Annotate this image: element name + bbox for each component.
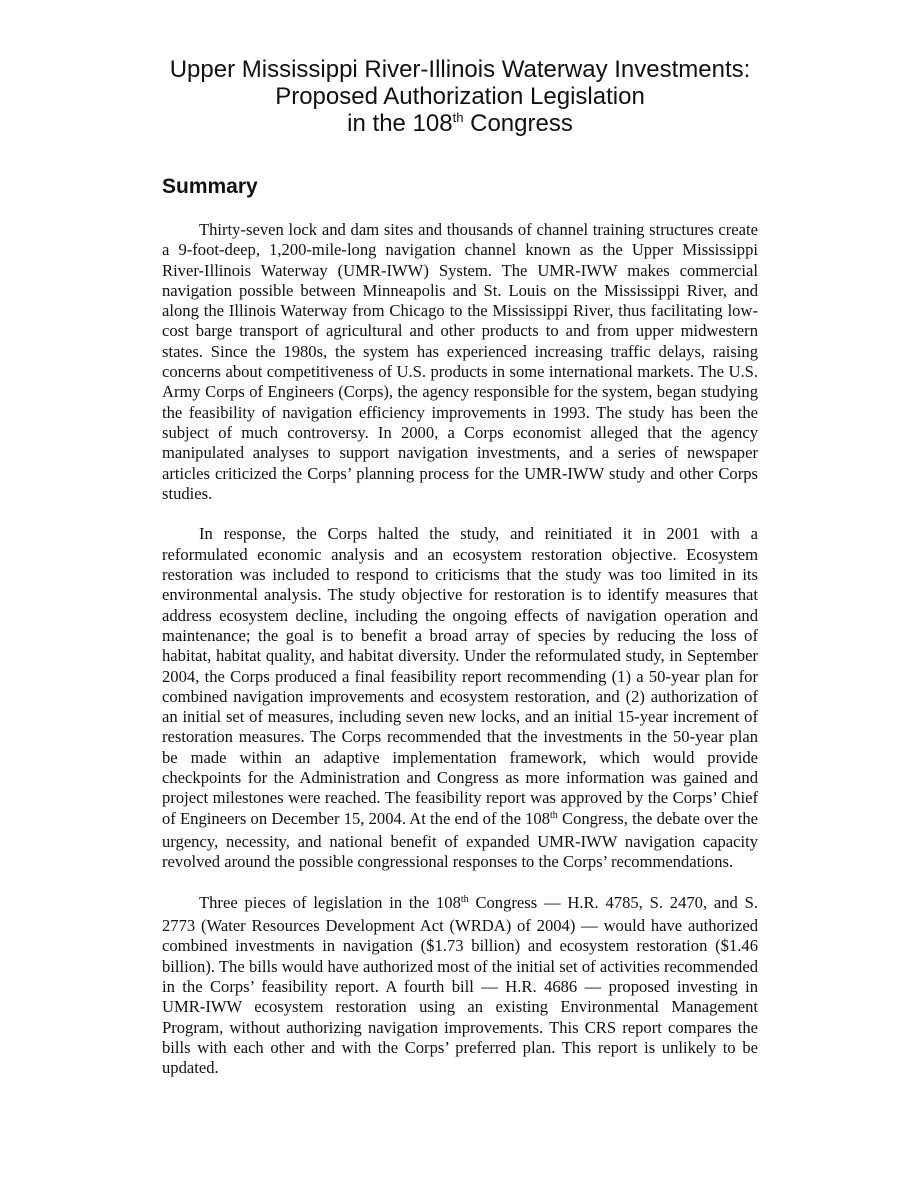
title-ordinal-suffix: th (452, 110, 464, 125)
paragraph-2-ordinal-suffix: th (550, 809, 558, 821)
title-line-3 (120, 110, 800, 140)
paragraph-3-ordinal-suffix: th (460, 893, 469, 905)
summary-paragraph-3 (162, 893, 758, 1079)
title-line-1: Upper Mississippi River-Illinois Waterway Investments: (169, 56, 751, 83)
paragraph-2-text: In response, the Corps halted the study, and reinitiated it in 2001 with a reformulated economic analysis and an ecosystem restoration objective. Ecosystem restoration was included to respond to criticisms that the study was too limited in its environmental analysis. The study objective for restoration is to identify measures that address ecosystem decline, including the ongoing effects of navigation operation and maintenance; the goal is to benefit a broad array of species by reducing the loss of habitat, habitat quality, and habitat diversity. Under the reformulated study, in September 2004, the Corps produced a final feasibility report recommending (1) a 50-year plan for combined navigation improvements and ecosystem restoration, and (2) authorization of an initial set of measures, including seven new locks, and an initial 15-year increment of restoration measures. The Corps recommended that the investments in the 50-year plan be made within an adaptive implementation framework, which would provide checkpoints for the Administration and Congress as more information was gained and project milestones were reached. The feasibility report was approved by the Corps’ Chief of Engineers on December 15, 2004. At the end of the 108 (162, 524, 758, 828)
title-line-3-text: in the 108 (347, 110, 453, 137)
summary-body (162, 220, 758, 1099)
summary-paragraph-2 (162, 524, 758, 872)
title-line-3-end: Congress (463, 110, 573, 137)
title-line-2: Proposed Authorization Legislation (275, 83, 645, 110)
section-heading-summary: Summary (162, 175, 258, 198)
paragraph-3-text-end: Congress — H.R. 4785, S. 2470, and S. 2773 (Water Resources Development Act (WRDA) of 2004) — would have authorized combined investments in navigation ($1.73 billion) and ecosystem restoration ($1.46 billion). The bills would have authorized most of the initial set of activities recommended in the Corps’ feasibility report. A fourth bill — H.R. 4686 — proposed investing in UMR-IWW ecosystem restoration using an existing Environmental Management Program, without authorizing navigation improvements. This CRS report compares the bills with each other and with the Corps’ preferred plan. This report is unlikely to be updated. (162, 892, 759, 1078)
paragraph-2-text-end: Congress, the debate over the urgency, necessity, and national benefit of expanded UMR-IWW navigation capacity revolved around the possible congressional responses to the Corps’ recommendations. (162, 808, 759, 872)
summary-paragraph-1: Thirty-seven lock and dam sites and thousands of channel training structures create a 9-foot-deep, 1,200-mile-long navigation channel known as the Upper Mississippi River-Illinois Waterway (UMR-IWW) System. The UMR-IWW makes commercial navigation possible between Minneapolis and St. Louis on the Mississippi River, and along the Illinois Waterway from Chicago to the Mississippi River, thus facilitating low-cost barge transport of agricultural and other products to and from upper midwestern states. Since the 1980s, the system has experienced increasing traffic delays, raising concerns about competitiveness of U.S. products in some international markets. The U.S. Army Corps of Engineers (Corps), the agency responsible for the system, began studying the feasibility of navigation efficiency improvements in 1993. The study has been the subject of much controversy. In 2000, a Corps economist alleged that the agency manipulated analyses to support navigation investments, and a series of newspaper articles criticized the Corps’ planning process for the UMR-IWW study and other Corps studies. (162, 220, 758, 503)
paragraph-3-text: Three pieces of legislation in the 108 (199, 892, 461, 912)
report-title (120, 56, 800, 140)
